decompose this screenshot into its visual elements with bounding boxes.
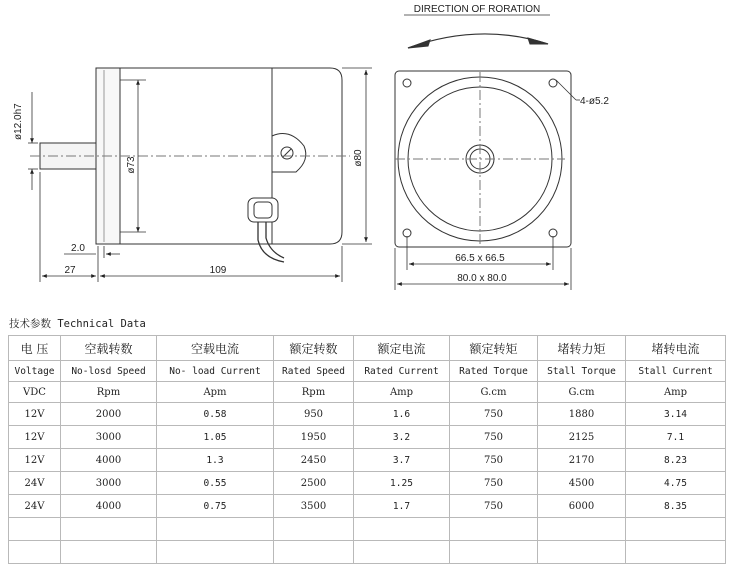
body-length-label: 109 [209, 265, 227, 276]
unit-cell: Amp [354, 382, 450, 403]
empty-cell [354, 541, 450, 564]
header-row-chinese [9, 336, 726, 361]
table-cell: 12V [9, 449, 61, 472]
shaft-step-label: 2.0 [71, 243, 85, 254]
header-cn: 空载电流 [157, 336, 274, 361]
empty-cell [626, 518, 726, 541]
table-cell: 750 [450, 472, 538, 495]
table-cell: 12V [9, 403, 61, 426]
mounting-holes-label: 4-ø5.2 [580, 96, 609, 107]
unit-cell: Rpm [61, 382, 157, 403]
table-cell: 1.25 [354, 472, 450, 495]
shaft-length-label: 27 [64, 265, 76, 276]
table-cell: 0.58 [157, 403, 274, 426]
empty-table-row [9, 541, 726, 564]
empty-cell [9, 541, 61, 564]
table-cell: 750 [450, 495, 538, 518]
empty-cell [538, 541, 626, 564]
table-row [9, 426, 726, 449]
bolt-pitch-label: 66.5 x 66.5 [455, 253, 505, 264]
table-cell: 1.7 [354, 495, 450, 518]
header-en: Rated Speed [274, 361, 354, 382]
header-cn: 空载转数 [61, 336, 157, 361]
table-cell: 750 [450, 426, 538, 449]
motor-front-view [395, 34, 571, 247]
header-en: No-losd Speed [61, 361, 157, 382]
table-cell: 750 [450, 403, 538, 426]
table-cell: 8.35 [626, 495, 726, 518]
flange-size-label: 80.0 x 80.0 [457, 273, 507, 284]
unit-cell: VDC [9, 382, 61, 403]
technical-data-table [8, 335, 726, 564]
table-cell: 1950 [274, 426, 354, 449]
table-cell: 3.14 [626, 403, 726, 426]
unit-cell: Amp [626, 382, 726, 403]
header-en: Stall Current [626, 361, 726, 382]
table-cell: 6000 [538, 495, 626, 518]
table-cell: 24V [9, 472, 61, 495]
empty-cell [274, 518, 354, 541]
shaft-diameter-label: ø12.0h7 [13, 103, 24, 140]
table-row [9, 472, 726, 495]
table-cell: 2000 [61, 403, 157, 426]
header-cn: 堵转力矩 [538, 336, 626, 361]
empty-cell [157, 541, 274, 564]
direction-of-rotation-label: DIRECTION OF RORATION [413, 4, 541, 15]
technical-data-caption: 技术参数 Technical Data [9, 318, 146, 330]
unit-cell: Apm [157, 382, 274, 403]
table-cell: 4000 [61, 495, 157, 518]
table-cell: 3500 [274, 495, 354, 518]
header-row-english [9, 361, 726, 382]
table-cell: 4.75 [626, 472, 726, 495]
table-cell: 2500 [274, 472, 354, 495]
unit-cell: G.cm [450, 382, 538, 403]
header-en: Voltage [9, 361, 61, 382]
table-cell: 1880 [538, 403, 626, 426]
header-cn: 额定转数 [274, 336, 354, 361]
empty-cell [61, 541, 157, 564]
empty-cell [61, 518, 157, 541]
table-cell: 12V [9, 426, 61, 449]
empty-cell [274, 541, 354, 564]
table-row [9, 449, 726, 472]
empty-cell [450, 541, 538, 564]
table-cell: 0.75 [157, 495, 274, 518]
unit-cell: Rpm [274, 382, 354, 403]
table-cell: 2125 [538, 426, 626, 449]
motor-side-view [30, 68, 350, 262]
table-cell: 1.6 [354, 403, 450, 426]
table-cell: 950 [274, 403, 354, 426]
table-cell: 1.3 [157, 449, 274, 472]
table-cell: 1.05 [157, 426, 274, 449]
table-cell: 24V [9, 495, 61, 518]
empty-cell [450, 518, 538, 541]
header-en: Rated Torque [450, 361, 538, 382]
table-cell: 3.7 [354, 449, 450, 472]
table-row [9, 495, 726, 518]
header-en: No- load Current [157, 361, 274, 382]
table-cell: 2170 [538, 449, 626, 472]
empty-cell [157, 518, 274, 541]
table-cell: 8.23 [626, 449, 726, 472]
empty-table-row [9, 518, 726, 541]
header-cn: 堵转电流 [626, 336, 726, 361]
table-cell: 7.1 [626, 426, 726, 449]
header-cn: 额定转矩 [450, 336, 538, 361]
table-cell: 3000 [61, 426, 157, 449]
table-cell: 4500 [538, 472, 626, 495]
table-cell: 3000 [61, 472, 157, 495]
empty-cell [626, 541, 726, 564]
table-cell: 750 [450, 449, 538, 472]
table-cell: 0.55 [157, 472, 274, 495]
body-diameter-label: ø73 [126, 156, 137, 174]
empty-cell [538, 518, 626, 541]
unit-cell: G.cm [538, 382, 626, 403]
table-cell: 4000 [61, 449, 157, 472]
table-row [9, 403, 726, 426]
header-cn: 额定电流 [354, 336, 450, 361]
header-en: Stall Torque [538, 361, 626, 382]
flange-diameter-label: ø80 [353, 149, 364, 167]
units-row [9, 382, 726, 403]
empty-cell [9, 518, 61, 541]
header-cn: 电 压 [9, 336, 61, 361]
table-cell: 2450 [274, 449, 354, 472]
table-cell: 3.2 [354, 426, 450, 449]
header-en: Rated Current [354, 361, 450, 382]
empty-cell [354, 518, 450, 541]
